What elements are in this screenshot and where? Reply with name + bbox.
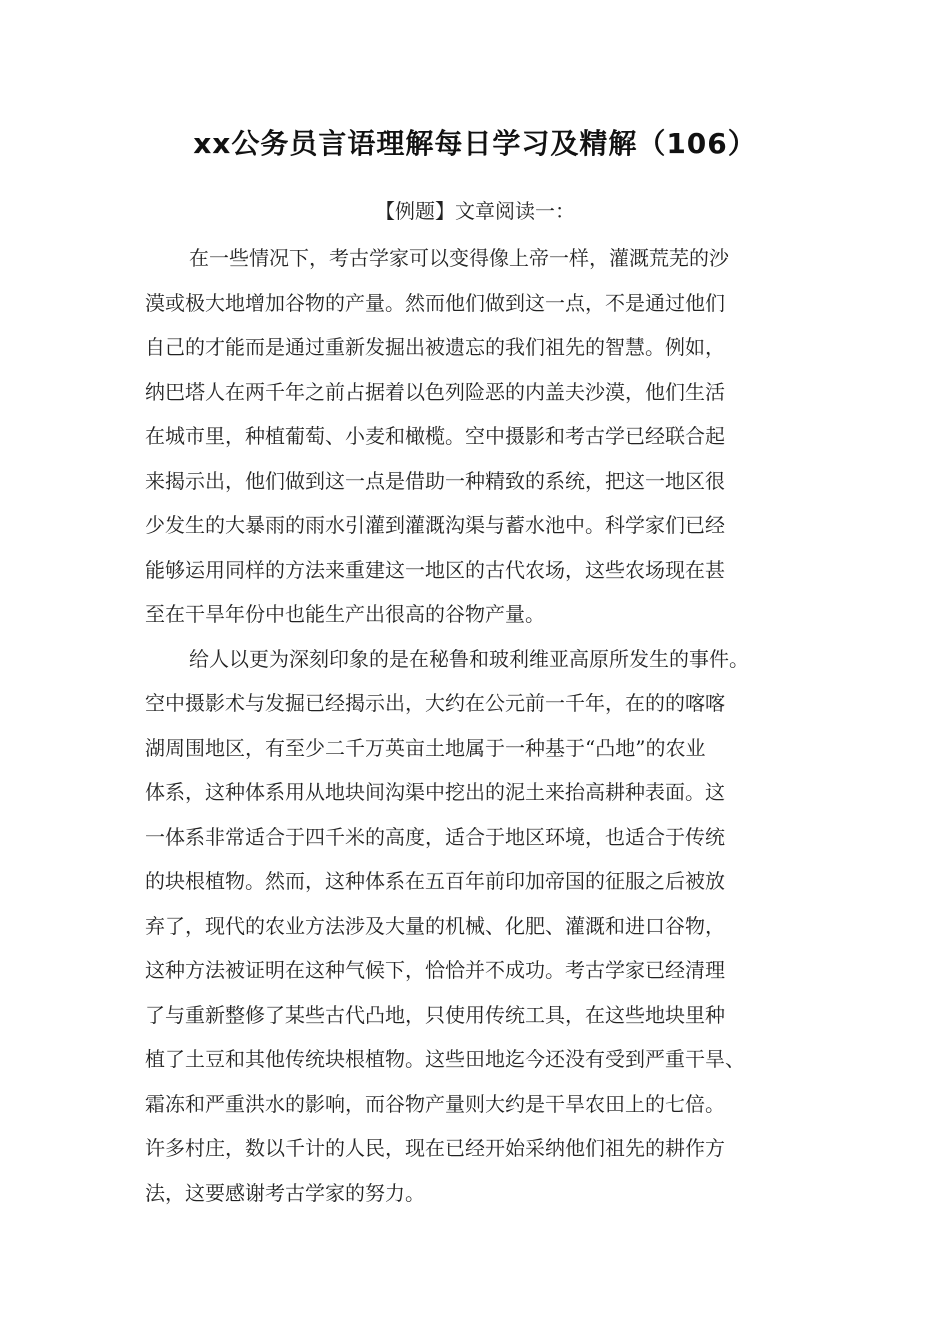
- paragraph-line: 的块根植物。然而，这种体系在五百年前印加帝国的征服之后被放: [145, 869, 725, 893]
- paragraph-line: 少发生的大暴雨的雨水引灌到灌溉沟渠与蓄水池中。科学家们已经: [145, 513, 725, 537]
- paragraph-line: 能够运用同样的方法来重建这一地区的古代农场，这些农场现在甚: [145, 557, 725, 582]
- paragraph-line: 这种方法被证明在这种气候下，恰恰并不成功。考古学家已经清理: [145, 958, 725, 982]
- paragraph-line: 空中摄影术与发掘已经揭示出，大约在公元前一千年，在的的喀喀: [145, 691, 725, 715]
- paragraph-line: 许多村庄，数以千计的人民，现在已经开始采纳他们祖先的耕作方: [145, 1136, 725, 1160]
- paragraph-line: 一体系非常适合于四千米的高度，适合于地区环境，也适合于传统: [145, 824, 725, 849]
- paragraph-line: 湖周围地区，有至少二千万英亩土地属于一种基于“凸地”的农业: [145, 735, 706, 760]
- paragraph-line: 了与重新整修了某些古代凸地，只使用传统工具，在这些地块里种: [145, 1002, 725, 1027]
- paragraph-line: 弃了，现代的农业方法涉及大量的机械、化肥、灌溉和进口谷物，: [145, 913, 725, 938]
- paragraph-line: 霜冻和严重洪水的影响，而谷物产量则大约是干旱农田上的七倍。: [145, 1091, 725, 1116]
- paragraph-line: 来揭示出，他们做到这一点是借助一种精致的系统，把这一地区很: [145, 468, 725, 493]
- article-body: [145, 236, 835, 1215]
- paragraph-line: 纳巴塔人在两千年之前占据着以色列险恶的内盖夫沙漠，他们生活: [145, 379, 725, 404]
- paragraph-line: 在一些情况下，考古学家可以变得像上帝一样，灌溉荒芜的沙: [189, 246, 729, 270]
- paragraph-line: 漠或极大地增加谷物的产量。然而他们做到这一点，不是通过他们: [145, 290, 725, 315]
- paragraph-line: 给人以更为深刻印象的是在秘鲁和玻利维亚高原所发生的事件。: [189, 646, 749, 671]
- document-title: xx公务员言语理解每日学习及精解（106）: [193, 127, 757, 160]
- paragraph-line: 法，这要感谢考古学家的努力。: [145, 1180, 425, 1205]
- paragraph-line: 至在干旱年份中也能生产出很高的谷物产量。: [145, 602, 545, 626]
- paragraph-line: 植了土豆和其他传统块根植物。这些田地迄今还没有受到严重干旱、: [145, 1047, 745, 1071]
- paragraph-line: 体系，这种体系用从地块间沟渠中挖出的泥土来抬高耕种表面。这: [145, 780, 725, 804]
- section-heading: 【例题】文章阅读一：: [375, 199, 575, 223]
- paragraph-line: 在城市里，种植葡萄、小麦和橄榄。空中摄影和考古学已经联合起: [145, 424, 725, 448]
- paragraph-line: 自己的才能而是通过重新发掘出被遗忘的我们祖先的智慧。例如，: [145, 335, 725, 359]
